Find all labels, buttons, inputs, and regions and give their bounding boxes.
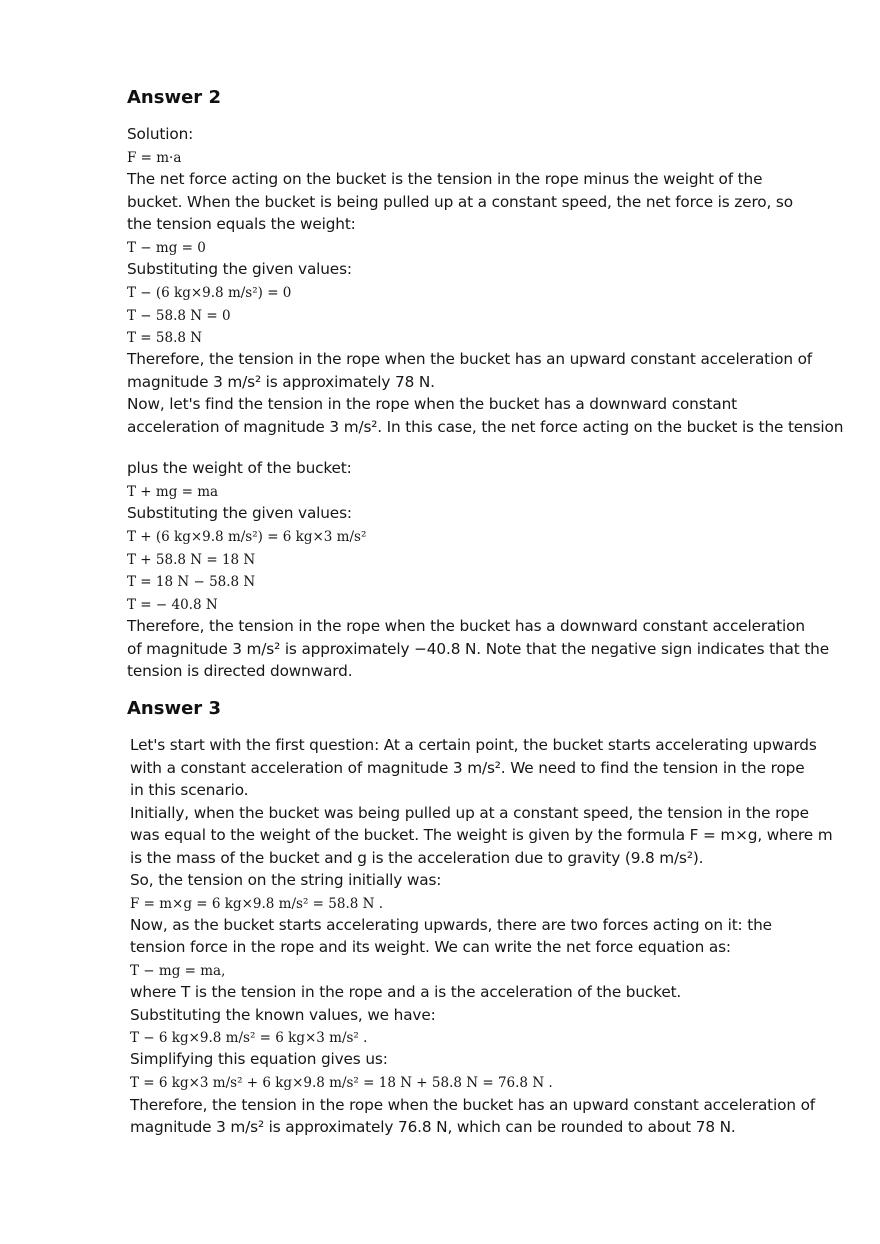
answer-3-equation [130, 1027, 367, 1048]
answer-3-equation [130, 960, 225, 981]
answer-2-line-text: Therefore, the tension in the rope when the bucket has an upward constant acceleration of [127, 350, 813, 368]
answer-2-text-line [127, 458, 352, 478]
answer-2-equation [127, 282, 291, 303]
answer-2-equation [127, 237, 206, 258]
answer-3-line-text: where T is the tension in the rope and a is the acceleration of the bucket. [130, 983, 682, 1001]
answer-2-equation-text: F = m·a [127, 150, 182, 166]
answer-3-equation-text: T − 6 kg×9.8 m/s² = 6 kg×3 m/s² . [130, 1030, 368, 1046]
answer-2-line-text: magnitude 3 m/s² is approximately 78 N. [127, 373, 435, 391]
answer-2-text-line [127, 503, 352, 523]
answer-3-equation-text: T = 6 kg×3 m/s² + 6 kg×9.8 m/s² = 18 N + 58.8 N = 76.8 N . [130, 1075, 553, 1091]
answer-2-equation-text: T − (6 kg×9.8 m/s²) = 0 [127, 285, 292, 301]
answer-2-text-line [127, 394, 737, 414]
answer-2-equation [127, 594, 218, 615]
answer-2-line-text: the tension equals the weight: [127, 215, 356, 233]
answer-3-line-text: Substituting the known values, we have: [130, 1006, 436, 1024]
answer-3-text-line [130, 1095, 815, 1115]
answer-2-equation-text: T = − 40.8 N [127, 597, 218, 613]
answer-3-line-text: was equal to the weight of the bucket. The weight is given by the formula F = m×g, where m [130, 826, 833, 844]
answer-3-text-line [130, 1049, 388, 1069]
answer-2-text-line [127, 417, 843, 437]
answer-3-text-line [130, 937, 731, 957]
answer-3-text-line [130, 735, 817, 755]
answer-2-equation [127, 305, 231, 326]
answer-2-equation [127, 481, 218, 502]
answer-3-text-line [130, 780, 248, 800]
answer-2-line-text: The net force acting on the bucket is the tension in the rope minus the weight of the [127, 170, 763, 188]
answer-3-text-line [130, 803, 809, 823]
answer-2-line-text: Substituting the given values: [127, 504, 352, 522]
answer-2-line-text: Therefore, the tension in the rope when the bucket has a downward constant acceleration [127, 617, 805, 635]
answer-3-line-text: Initially, when the bucket was being pulled up at a constant speed, the tension in the rope [130, 804, 809, 822]
answer-2-text-line [127, 192, 793, 212]
answer-3-line-text: Therefore, the tension in the rope when the bucket has an upward constant acceleration of [130, 1096, 816, 1114]
answer-2-text-line [127, 259, 352, 279]
answer-2-text-line [127, 616, 805, 636]
answer-2-equation-text: T − mg = 0 [127, 240, 206, 256]
answer-2-line-text: bucket. When the bucket is being pulled up at a constant speed, the net force is zero, so [127, 193, 793, 211]
answer-2-line-text: plus the weight of the bucket: [127, 459, 352, 477]
answer-3-text-line [130, 758, 804, 778]
answer-3-line-text: So, the tension on the string initially was: [130, 871, 442, 889]
answer-3-text-line [130, 870, 441, 890]
answer-3-text-line [130, 825, 832, 845]
answer-2-heading: Answer 2 [127, 87, 221, 108]
answer-2-line-text: acceleration of magnitude 3 m/s². In this case, the net force acting on the bucket is the tension [127, 418, 844, 436]
answer-3-text-line [130, 1005, 436, 1025]
answer-3-line-text: in this scenario. [130, 781, 249, 799]
answer-2-text-line [127, 372, 435, 392]
answer-2-equation-text: T + mg = ma [127, 484, 219, 500]
answer-3-equation-text: F = m×g = 6 kg×9.8 m/s² = 58.8 N . [130, 896, 384, 912]
answer-2-equation-text: T − 58.8 N = 0 [127, 308, 231, 324]
answer-2-line-text: Substituting the given values: [127, 260, 352, 278]
answer-3-line-text: Now, as the bucket starts accelerating upwards, there are two forces acting on it: the [130, 916, 772, 934]
answer-3-equation [130, 893, 383, 914]
answer-3-text-line [130, 1117, 736, 1137]
answer-3-line-text: Simplifying this equation gives us: [130, 1050, 388, 1068]
answer-2-equation-text: T = 58.8 N [127, 330, 203, 346]
answer-2-equation-text: T = 18 N − 58.8 N [127, 574, 256, 590]
answer-2-equation [127, 147, 181, 168]
answer-3-heading: Answer 3 [127, 698, 221, 719]
answer-2-line-text: of magnitude 3 m/s² is approximately −40.8 N. Note that the negative sign indicates that the [127, 640, 829, 658]
answer-2-equation [127, 526, 366, 547]
answer-3-line-text: Let's start with the first question: At a certain point, the bucket starts accelerating upwards [130, 736, 817, 754]
answer-2-text-line [127, 349, 812, 369]
answer-3-line-text: is the mass of the bucket and g is the acceleration due to gravity (9.8 m/s²). [130, 849, 704, 867]
answer-2-text-line [127, 124, 193, 144]
answer-2-text-line [127, 661, 352, 681]
answer-3-line-text: magnitude 3 m/s² is approximately 76.8 N, which can be rounded to about 78 N. [130, 1118, 736, 1136]
answer-3-line-text: with a constant acceleration of magnitude 3 m/s². We need to find the tension in the rope [130, 759, 805, 777]
answer-2-equation-text: T + 58.8 N = 18 N [127, 552, 256, 568]
answer-2-text-line [127, 169, 762, 189]
answer-2-equation-text: T + (6 kg×9.8 m/s²) = 6 kg×3 m/s² [127, 529, 367, 545]
answer-3-text-line [130, 848, 703, 868]
answer-3-equation-text: T − mg = ma, [130, 963, 226, 979]
answer-2-equation [127, 327, 202, 348]
answer-3-text-line [130, 915, 772, 935]
answer-2-line-text: tension is directed downward. [127, 662, 353, 680]
answer-3-text-line [130, 982, 681, 1002]
answer-2-text-line [127, 214, 356, 234]
answer-2-line-text: Now, let's find the tension in the rope when the bucket has a downward constant [127, 395, 737, 413]
answer-2-line-text: Solution: [127, 125, 194, 143]
answer-2-text-line [127, 639, 829, 659]
answer-2-equation [127, 549, 255, 570]
answer-3-equation [130, 1072, 553, 1093]
answer-3-line-text: tension force in the rope and its weight. We can write the net force equation as: [130, 938, 731, 956]
answer-2-equation [127, 571, 255, 592]
